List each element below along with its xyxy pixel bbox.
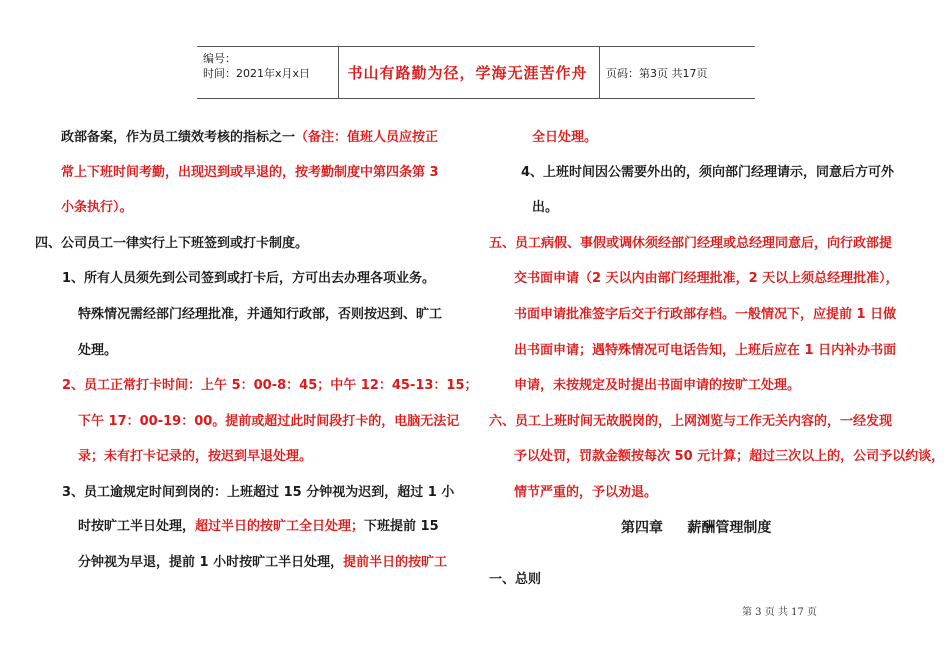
left-line-2: 常上下班时间考勤，出现迟到或早退的，按考勤制度中第四条第 3 — [61, 165, 439, 180]
right-line-4: 五、员工病假、事假或调休须经部门经理或总经理同意后，向行政部提 — [489, 236, 893, 251]
left-line-1 — [61, 129, 438, 147]
text-segment: 提前半日的按旷工 — [343, 555, 448, 570]
text-segment: 超过半日的按旷工全日处理； — [195, 519, 365, 534]
section-heading: 一、总则 — [489, 572, 542, 587]
left-line-8: 2、员工正常打卡时间：上午 5：00-8：45；中午 12：45-13：15； — [62, 378, 478, 393]
left-line-13 — [78, 554, 447, 572]
text-segment: 时按旷工半日处理， — [78, 519, 196, 534]
right-line-2: 4、上班时间因公需要外出的，须向部门经理请示，同意后方可外 — [521, 165, 895, 180]
left-line-10: 录；未有打卡记录的，按迟到早退处理。 — [78, 449, 313, 464]
header-slogan: 书山有路勤为径，学海无涯苦作舟 — [347, 64, 588, 82]
left-line-4: 四、公司员工一律实行上下班签到或打卡制度。 — [35, 236, 309, 251]
right-line-11: 情节严重的，予以劝退。 — [514, 485, 658, 500]
left-line-11: 3、员工逾规定时间到岗的：上班超过 15 分钟视为迟到，超过 1 小 — [62, 485, 455, 500]
left-line-6: 特殊情况需经部门经理批准，并通知行政部，否则按迟到、旷工 — [78, 307, 443, 322]
doc-number-label: 编号： — [203, 52, 236, 65]
text-segment: 分钟视为早退，提前 1 小时按旷工半日处理， — [78, 555, 344, 570]
chapter-heading: 第四章 薪酬管理制度 — [621, 520, 772, 536]
left-line-9: 下午 17：00-19：00。提前或超过此时间段打卡的，电脑无法记 — [78, 414, 460, 429]
right-line-5: 交书面申请（2 天以内由部门经理批准，2 天以上须总经理批准）， — [514, 271, 899, 286]
right-line-8: 申请，未按规定及时提出书面申请的按旷工处理。 — [514, 378, 801, 393]
text-segment: （备注：值班人员应按正 — [295, 130, 439, 145]
right-line-6: 书面申请批准签字后交于行政部存档。一般情况下，应提前 1 日做 — [514, 307, 897, 322]
page-footer: 第 3 页 共 17 页 — [742, 607, 817, 618]
header-meta — [203, 51, 310, 81]
right-line-3: 出。 — [532, 200, 559, 215]
left-line-3: 小条执行）。 — [61, 200, 133, 215]
right-line-9: 六、员工上班时间无故脱岗的，上网浏览与工作无关内容的，一经发现 — [489, 414, 893, 429]
left-line-5: 1、所有人员须先到公司签到或打卡后，方可出去办理各项业务。 — [62, 271, 436, 286]
header-page-label: 页码：第3页 共17页 — [606, 67, 708, 80]
right-line-1: 全日处理。 — [532, 130, 598, 145]
right-line-7: 出书面申请；遇特殊情况可电话告知，上班后应在 1 日内补办书面 — [514, 343, 897, 358]
page-header — [197, 46, 755, 99]
left-line-12 — [78, 518, 439, 536]
doc-time-label: 时间：2021年x月x日 — [203, 67, 311, 80]
right-line-10: 予以处罚，罚款金额按每次 50 元计算；超过三次以上的，公司予以约谈， — [514, 449, 945, 464]
text-segment: 政部备案，作为员工绩效考核的指标之一 — [61, 130, 296, 145]
header-divider — [599, 47, 600, 98]
text-segment: 下班提前 15 — [364, 519, 439, 534]
left-line-7: 处理。 — [78, 343, 118, 358]
